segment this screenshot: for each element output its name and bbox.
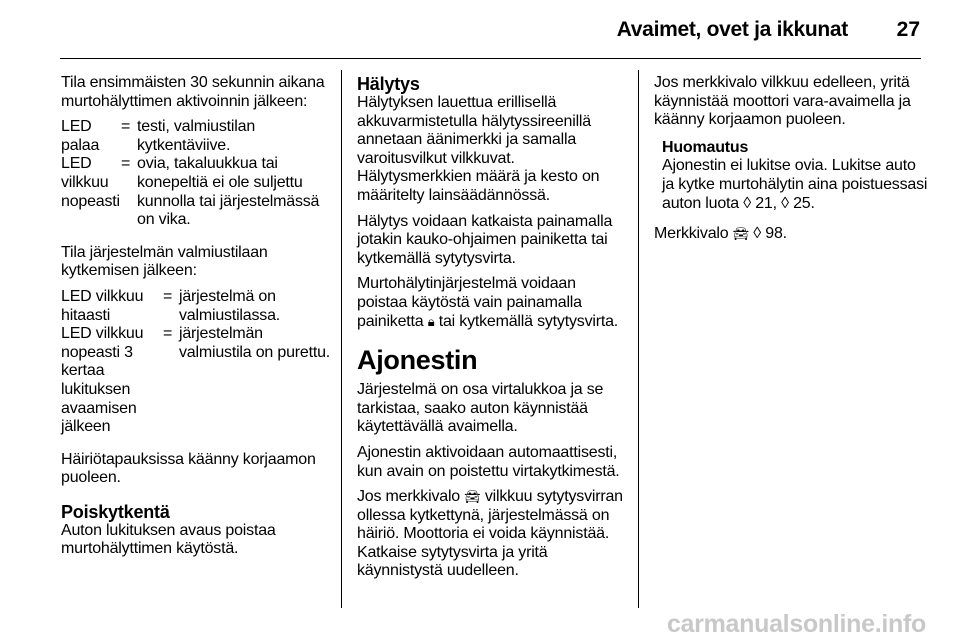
lamp-text: Merkkivalo <box>654 225 729 243</box>
definition-row <box>61 155 331 229</box>
definition-equals: = <box>163 287 173 305</box>
column-1 <box>61 74 331 566</box>
note-box <box>654 139 929 213</box>
malfunction-text: Häiriötapauksissa käänny korjaamon puoleen. <box>61 450 316 487</box>
definition-desc: testi, valmiustilan kytkentäviive. <box>137 118 256 154</box>
header-rule <box>60 58 921 59</box>
definition-term: LED vilkkuu nopeasti <box>61 155 120 210</box>
status-list-armed <box>61 288 331 437</box>
note-title: Huomautus <box>662 138 749 156</box>
page-ref-icon: ◊ <box>743 194 751 212</box>
lock-icon: 🔒︎ <box>427 313 435 329</box>
page-ref-link[interactable]: 21, <box>755 194 777 212</box>
immobiliser-lamp-icon: 🚘︎ <box>732 226 750 242</box>
column-divider <box>638 70 639 608</box>
column-divider <box>341 70 342 608</box>
definition-equals: = <box>121 155 131 173</box>
immobiliser-text: Jos merkkivalo <box>357 488 461 506</box>
note-text <box>662 157 929 213</box>
immobiliser-heading: Ajonestin <box>357 345 478 376</box>
column-2 <box>357 74 627 588</box>
immobiliser-paragraph: Ajonestin aktivoidaan automaattisesti, kun avain on poistettu virtakytkimestä. <box>357 443 620 480</box>
definition-term: LED vilkkuu nopeasti 3 kertaa lukituksen avaamisen jälkeen <box>61 325 144 436</box>
page-ref-icon: ◊ <box>781 194 789 212</box>
page-header-title: Avaimet, ovet ja ikkunat <box>616 18 848 41</box>
definition-desc: järjestelmä on valmiustilassa. <box>179 287 281 324</box>
definition-term: LED vilkkuu hitaasti <box>61 287 144 324</box>
definition-row <box>61 118 331 155</box>
immobiliser-paragraph <box>357 488 627 581</box>
alarm-text: Murtohälytinjärjestelmä voidaan poistaa käytöstä vain painamalla painiketta <box>357 275 582 330</box>
definition-term: LED palaa <box>61 118 100 154</box>
immobiliser-lamp-icon: 🚘︎ <box>464 489 481 505</box>
deactivation-text: Auton lukituksen avaus poistaa murtohälyttimen käytöstä. <box>61 521 276 558</box>
definition-desc: ovia, takaluukkua tai konepeltiä ei ole suljettu kunnolla tai järjestelmässä on vika. <box>137 155 320 229</box>
definition-desc: järjestelmän valmiustila on purettu. <box>179 325 331 361</box>
immobiliser-paragraph: Järjestelmä on osa virtalukkoa ja se tarkistaa, saako auton käynnistää käytettävällä avaimella. <box>357 381 604 436</box>
definition-equals: = <box>163 325 173 343</box>
alarm-heading: Hälytys <box>357 74 420 94</box>
alarm-paragraph: Hälytys voidaan katkaista painamalla jotakin kauko-ohjaimen painiketta tai kytkemällä sytytysvirta. <box>357 212 613 267</box>
column-3 <box>654 74 929 251</box>
alarm-text: tai kytkemällä sytytysvirta. <box>438 312 619 330</box>
watermark: carmanualsonline.info <box>666 610 926 638</box>
alarm-paragraph: Hälytyksen lauettua erillisellä akkuvarmistetulla hälytyssireenillä annetaan äänimerkki ja samalla varoitusvilkut vilkkuvat. Hälytysmerkkien määrä ja kesto on määritelty lainsäädännössä. <box>357 94 600 204</box>
definition-row <box>61 325 331 437</box>
immobiliser-text: vilkkuu sytytysvirran ollessa kytkettynä, järjestelmässä on häiriö. Moottoria ei voida käynnistää. Katkaise sytytysvirta ja yritä käynnistystä uudelleen. <box>357 488 623 580</box>
intro-text: Tila ensimmäisten 30 sekunnin aikana murtohälyttimen aktivoinnin jälkeen: <box>61 74 325 110</box>
page-ref-link[interactable]: 25. <box>793 194 815 212</box>
page-ref-icon: ◊ <box>753 225 761 243</box>
definition-equals: = <box>121 118 131 136</box>
after-activation-text: Tila järjestelmän valmiustilaan kytkemisen jälkeen: <box>61 243 268 280</box>
deactivation-heading: Poiskytkentä <box>61 501 170 522</box>
status-list-initial <box>61 118 331 230</box>
note-body: Ajonestin ei lukitse ovia. Lukitse auto ja kytke murtohälytin aina poistuessasi auton luota <box>662 157 928 212</box>
page-number: 27 <box>896 18 920 41</box>
continued-paragraph: Jos merkkivalo vilkkuu edelleen, yritä käynnistää moottori vara-avaimella ja käänny korjaamon puoleen. <box>654 74 911 129</box>
definition-row <box>61 288 331 325</box>
lamp-reference <box>654 225 929 244</box>
page-ref-link[interactable]: 98. <box>765 225 787 243</box>
alarm-paragraph <box>357 275 627 331</box>
